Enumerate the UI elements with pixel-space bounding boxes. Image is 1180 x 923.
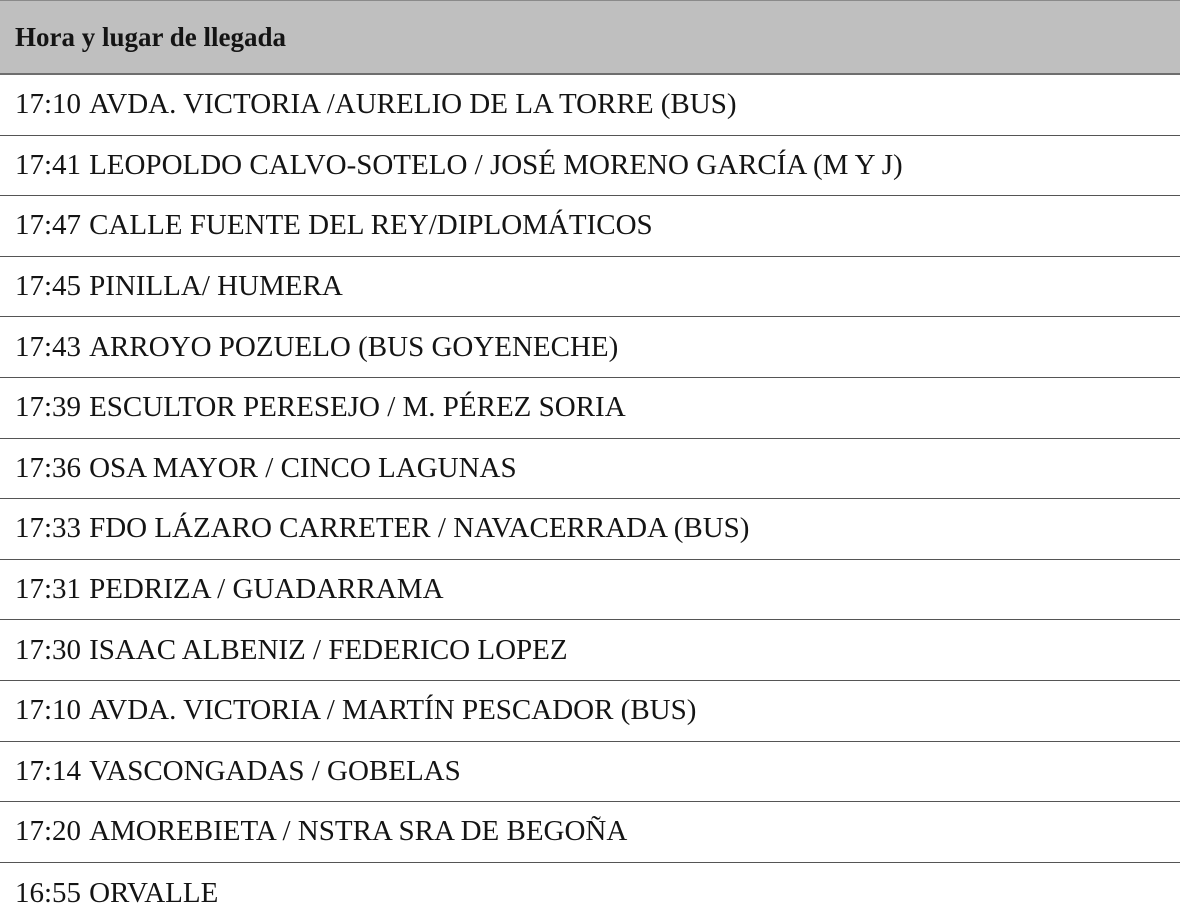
arrival-time: 17:14 <box>15 754 82 787</box>
table-header: Hora y lugar de llegada <box>0 0 1180 75</box>
arrival-time: 17:33 <box>15 512 82 545</box>
arrival-place: PEDRIZA / GUADARRAMA <box>89 573 444 606</box>
arrival-place: AVDA. VICTORIA / MARTÍN PESCADOR (BUS) <box>89 694 697 727</box>
table-row <box>0 802 1180 863</box>
arrival-time: 16:55 <box>15 876 82 909</box>
arrival-time: 17:10 <box>15 88 82 121</box>
table-row <box>0 75 1180 136</box>
table-row <box>0 136 1180 197</box>
table-row <box>0 742 1180 803</box>
arrival-place: ARROYO POZUELO (BUS GOYENECHE) <box>89 330 619 363</box>
arrival-time: 17:31 <box>15 573 82 606</box>
arrival-time: 17:39 <box>15 391 82 424</box>
arrival-time: 17:10 <box>15 694 82 727</box>
arrival-time: 17:30 <box>15 633 82 666</box>
arrival-place: AVDA. VICTORIA /AURELIO DE LA TORRE (BUS) <box>89 88 737 121</box>
arrival-place: VASCONGADAS / GOBELAS <box>89 754 461 787</box>
arrival-time: 17:20 <box>15 815 82 848</box>
arrival-place: ESCULTOR PERESEJO / M. PÉREZ SORIA <box>89 391 626 424</box>
arrival-time: 17:47 <box>15 209 82 242</box>
table-row <box>0 560 1180 621</box>
table-row <box>0 257 1180 318</box>
table-row <box>0 499 1180 560</box>
table-row <box>0 439 1180 500</box>
table-row <box>0 620 1180 681</box>
table-row <box>0 378 1180 439</box>
table-row <box>0 317 1180 378</box>
arrival-time: 17:45 <box>15 270 82 303</box>
table-row <box>0 196 1180 257</box>
table-row <box>0 863 1180 923</box>
arrival-place: AMOREBIETA / NSTRA SRA DE BEGOÑA <box>89 815 628 848</box>
table-row <box>0 681 1180 742</box>
arrival-place: CALLE FUENTE DEL REY/DIPLOMÁTICOS <box>89 209 653 242</box>
arrival-time: 17:41 <box>15 148 82 181</box>
arrival-place: OSA MAYOR / CINCO LAGUNAS <box>89 451 517 484</box>
arrival-place: ISAAC ALBENIZ / FEDERICO LOPEZ <box>89 633 568 666</box>
arrival-place: ORVALLE <box>89 876 219 909</box>
arrival-place: PINILLA/ HUMERA <box>89 270 343 303</box>
arrival-place: FDO LÁZARO CARRETER / NAVACERRADA (BUS) <box>89 512 750 545</box>
arrival-place: LEOPOLDO CALVO-SOTELO / JOSÉ MORENO GARCÍA (M Y J) <box>89 148 903 181</box>
arrival-time: 17:36 <box>15 451 82 484</box>
arrival-time: 17:43 <box>15 330 82 363</box>
